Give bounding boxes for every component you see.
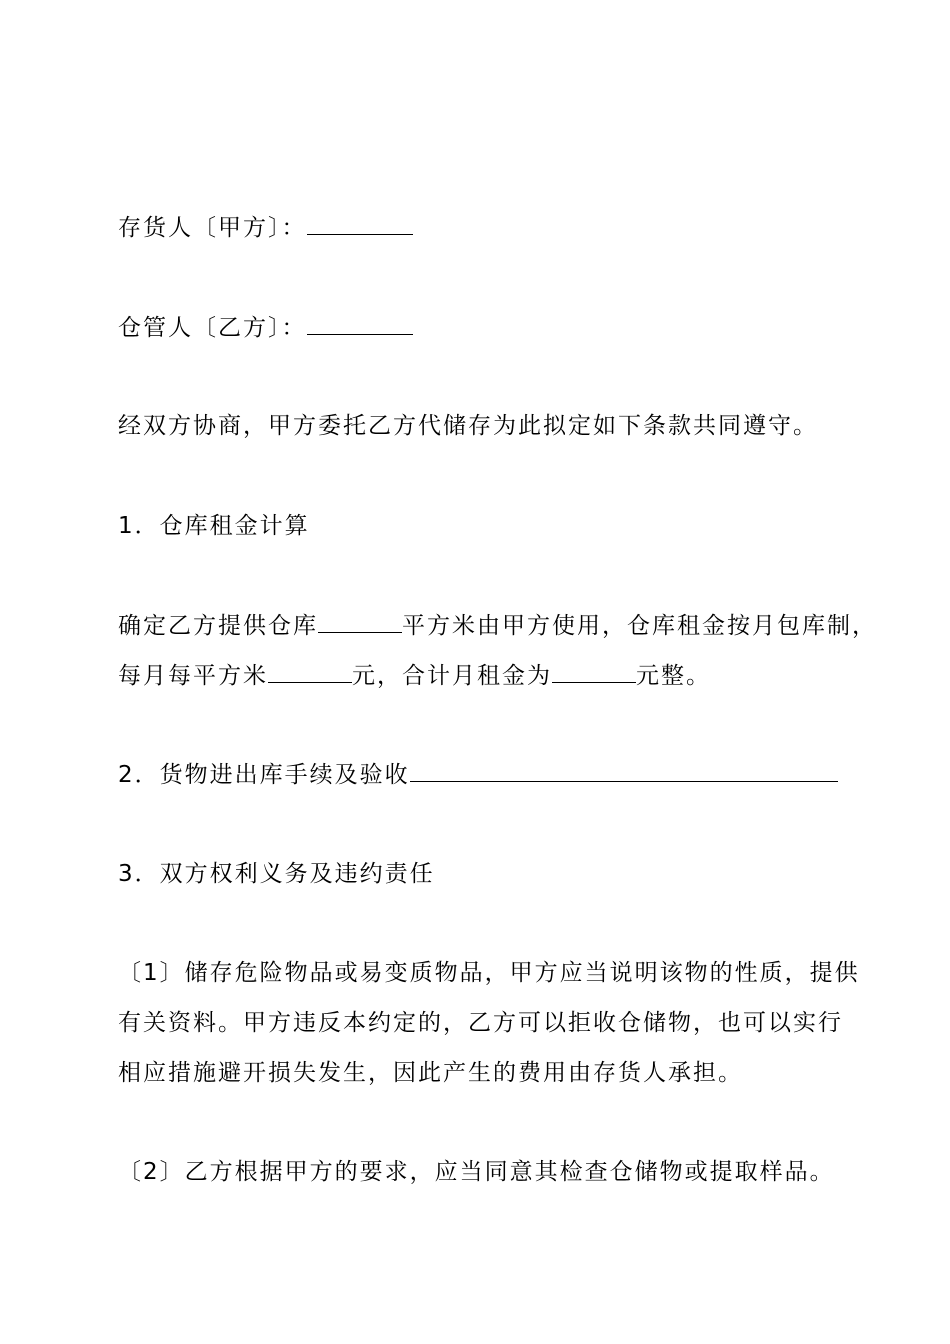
intro-paragraph: 经双方协商，甲方委托乙方代储存为此拟定如下条款共同遵守。 [118, 413, 818, 439]
section1-text: 每月每平方米 [118, 663, 268, 689]
section1-line2 [118, 660, 711, 691]
depositor-blank [307, 212, 413, 235]
section3-item1-line1: 〔1〕储存危险物品或易变质物品，甲方应当说明该物的性质，提供 [118, 960, 860, 986]
section3-item1-line2: 有关资料。甲方违反本约定的，乙方可以拒收仓储物，也可以实行 [118, 1010, 843, 1036]
section1-text: 元，合计月租金为 [352, 663, 552, 689]
monthly-rent-blank [552, 660, 636, 683]
section1-text: 确定乙方提供仓库 [118, 613, 318, 639]
depositor-line [118, 212, 413, 243]
depositor-label: 存货人〔甲方〕： [118, 215, 307, 241]
area-blank [318, 610, 402, 633]
section3-item1-line3: 相应措施避开损失发生，因此产生的费用由存货人承担。 [118, 1060, 743, 1086]
section2-line [118, 759, 838, 790]
section2-heading: 2．货物进出库手续及验收 [118, 762, 410, 788]
keeper-label: 仓管人〔乙方〕： [118, 315, 307, 341]
section2-blank [410, 759, 838, 782]
section1-line1 [118, 610, 877, 641]
section1-text: 平方米由甲方使用，仓库租金按月包库制， [402, 613, 877, 639]
section1-heading: 1．仓库租金计算 [118, 513, 310, 539]
section3-heading: 3．双方权利义务及违约责任 [118, 861, 435, 887]
section3-item2-line1: 〔2〕乙方根据甲方的要求，应当同意其检查仓储物或提取样品。 [118, 1159, 835, 1185]
keeper-line [118, 312, 413, 343]
unit-price-blank [268, 660, 352, 683]
section1-text: 元整。 [636, 663, 711, 689]
keeper-blank [307, 312, 413, 335]
